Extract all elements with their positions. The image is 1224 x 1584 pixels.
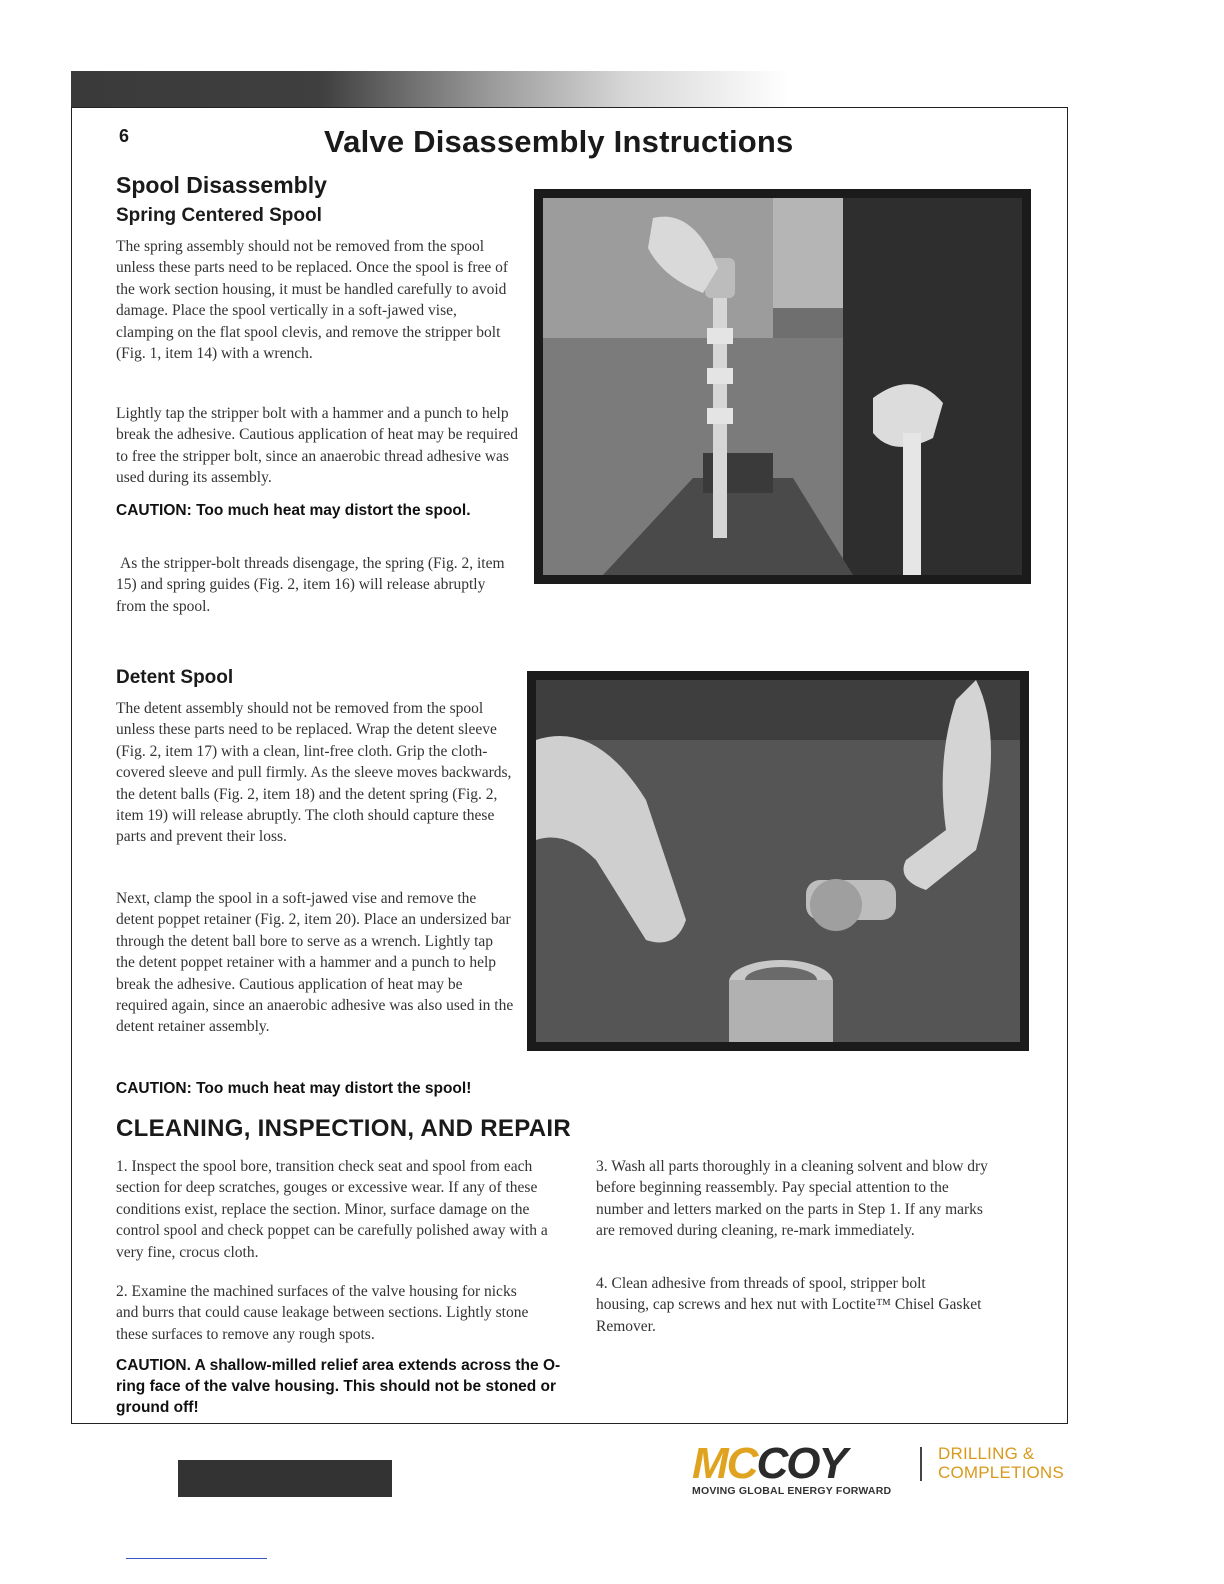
logo-tagline: MOVING GLOBAL ENERGY FORWARD	[692, 1485, 892, 1497]
mccoy-logo	[692, 1441, 1082, 1501]
cleaning-caution: CAUTION. A shallow-milled relief area extends across the O-ring face of the valve housing. This should not be stoned or ground off!	[116, 1357, 561, 1416]
cleaning-step-2: 2. Examine the machined surfaces of the valve housing for nicks and burrs that could cause leakage between sections. Lightly stone these surfaces to remove any rough spots.	[116, 1283, 529, 1343]
page-number: 6	[119, 126, 130, 146]
mccoy-wordmark	[692, 1441, 846, 1487]
header-gradient-bar	[71, 71, 1069, 107]
spring-centered-paragraph-3: As the stripper-bolt threads disengage, the spring (Fig. 2, item 15) and spring guides (Fig. 2, item 16) will release abruptly from the spool.	[116, 555, 505, 615]
spring-centered-caution: CAUTION: Too much heat may distort the spool.	[116, 502, 471, 519]
photo-detent-spool-disassembly	[527, 671, 1029, 1051]
logo-division	[938, 1444, 1064, 1482]
cleaning-step-3: 3. Wash all parts thoroughly in a cleaning solvent and blow dry before beginning reassembly. Pay special attention to the number and letters marked on the parts in Step 1. If any marks are removed during cleaning, re-mark immediately.	[596, 1158, 988, 1240]
logo-coy: COY	[756, 1439, 846, 1488]
photo-detent-spool-illustration	[536, 680, 1020, 1042]
footer-link-underline[interactable]	[126, 1558, 267, 1559]
division-line-2: COMPLETIONS	[938, 1463, 1064, 1482]
spring-centered-spool-heading: Spring Centered Spool	[116, 205, 322, 226]
division-line-1: DRILLING &	[938, 1444, 1035, 1463]
spool-disassembly-heading: Spool Disassembly	[116, 172, 327, 198]
footer-dark-bar	[178, 1460, 392, 1497]
cleaning-section-heading: CLEANING, INSPECTION, AND REPAIR	[116, 1115, 571, 1142]
detent-paragraph-2: Next, clamp the spool in a soft-jawed vise and remove the detent poppet retainer (Fig. 2, item 20). Place an undersized bar through the detent ball bore to serve as a wrench. Lightly tap the detent poppet retainer with a hammer and a punch to help break the adhesive. Cautious application of heat may be required again, since an anaerobic adhesive was also used in the detent retainer assembly.	[116, 890, 514, 1036]
detent-spool-heading: Detent Spool	[116, 667, 234, 688]
spring-centered-paragraph-1: The spring assembly should not be removed from the spool unless these parts need to be replaced. Once the spool is free of the work section housing, it must be handled carefully to avoid damage. Place the spool vertically in a soft-jawed vise, clamping on the flat spool clevis, and remove the stripper bolt (Fig. 1, item 14) with a wrench.	[116, 238, 509, 363]
logo-divider	[920, 1447, 922, 1481]
cleaning-step-4: 4. Clean adhesive from threads of spool, stripper bolt housing, cap screws and hex nut with Loctite™ Chisel Gasket Remover.	[596, 1275, 982, 1335]
page-title: Valve Disassembly Instructions	[324, 124, 794, 159]
detent-caution: CAUTION: Too much heat may distort the spool!	[116, 1080, 472, 1097]
spring-centered-paragraph-2: Lightly tap the stripper bolt with a hammer and a punch to help break the adhesive. Cautious application of heat may be required to free the stripper bolt, since an anaerobic thread adhesive was used during its assembly.	[116, 405, 518, 487]
cleaning-step-1: 1. Inspect the spool bore, transition check seat and spool from each section for deep scratches, gouges or excessive wear. If any of these conditions exist, replace the section. Minor, surface damage on the control spool and check poppet can be carefully polished away with a very fine, crocus cloth.	[116, 1158, 548, 1261]
logo-mc: MC	[692, 1439, 757, 1488]
photo-spring-spool-illustration	[543, 198, 1022, 575]
detent-paragraph-1: The detent assembly should not be removed from the spool unless these parts need to be replaced. Wrap the detent sleeve (Fig. 2, item 17) with a clean, lint-free cloth. Grip the cloth-covered sleeve and pull firmly. As the sleeve moves backwards, the detent balls (Fig. 2, item 18) and the detent spring (Fig. 2, item 19) will release abruptly. The cloth should capture these parts and prevent their loss.	[116, 700, 512, 846]
photo-spring-spool-in-vise	[534, 189, 1031, 584]
